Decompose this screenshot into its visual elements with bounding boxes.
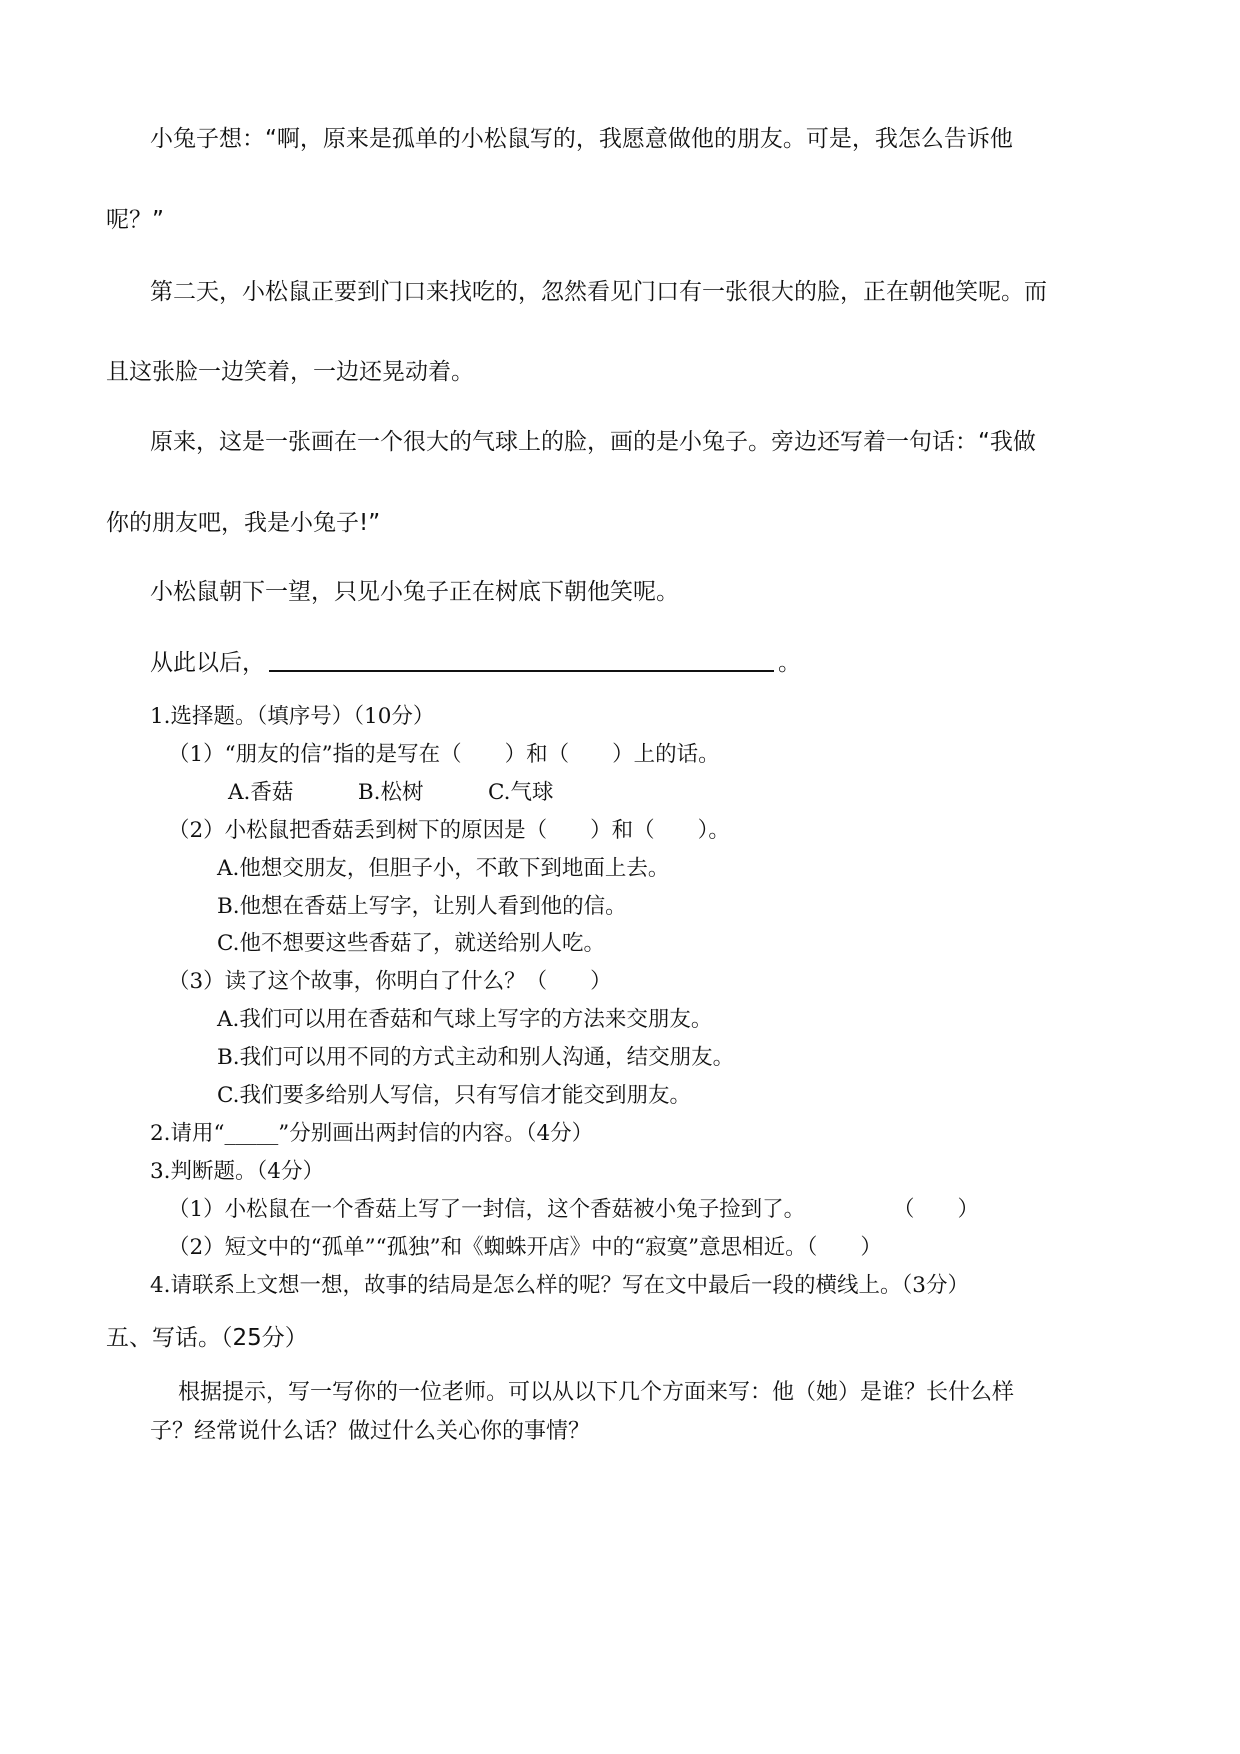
question-1-3-option-b: B.我们可以用不同的方式主动和别人沟通，结交朋友。 (217, 1045, 735, 1070)
story-paragraph-2-line-1: 第二天，小松鼠正要到门口来找吃的，忽然看见门口有一张很大的脸，正在朝他笑呢。而 (150, 279, 1047, 305)
question-1-2: （2）小松鼠把香菇丢到树下的原因是（ ）和（ ）。 (168, 818, 730, 843)
story-paragraph-3-line-1: 原来，这是一张画在一个很大的气球上的脸，画的是小兔子。旁边还写着一句话：“我做 (150, 429, 1036, 455)
story-ending-suffix: 。 (778, 650, 801, 676)
question-1-2-option-a: A.他想交朋友，但胆子小，不敢下到地面上去。 (217, 856, 670, 881)
question-3-1: （1）小松鼠在一个香菇上写了一封信，这个香菇被小兔子捡到了。 (168, 1197, 806, 1222)
question-4: 4.请联系上文想一想，故事的结局是怎么样的呢？写在文中最后一段的横线上。（3分） (150, 1273, 969, 1298)
section-5-prompt-line-2: 子？经常说什么话？做过什么关心你的事情？ (150, 1419, 591, 1444)
question-3-2: （2）短文中的“孤单”“孤独”和《蜘蛛开店》中的“寂寞”意思相近。（ ） (168, 1235, 882, 1260)
question-1-1-options: A.香菇 B.松树 C.气球 (228, 780, 554, 805)
question-1-2-option-b: B.他想在香菇上写字，让别人看到他的信。 (217, 894, 627, 919)
story-ending-line (150, 650, 801, 678)
question-1-1: （1）“朋友的信”指的是写在（ ）和（ ）上的话。 (168, 742, 720, 767)
story-paragraph-2-line-2: 且这张脸一边笑着，一边还晃动着。 (106, 359, 474, 385)
section-5-heading: 五、写话。（25分） (106, 1325, 308, 1351)
question-1-3-option-c: C.我们要多给别人写信，只有写信才能交到朋友。 (217, 1083, 692, 1108)
story-paragraph-1-line-2: 呢？” (106, 207, 164, 233)
story-paragraph-1-line-1: 小兔子想：“啊，原来是孤单的小松鼠写的，我愿意做他的朋友。可是，我怎么告诉他 (150, 126, 1013, 152)
story-ending-blank[interactable] (269, 669, 774, 672)
question-3-title: 3.判断题。（4分） (150, 1159, 324, 1184)
question-3-1-answer-paren: （ ） (893, 1197, 980, 1222)
story-paragraph-3-line-2: 你的朋友吧，我是小兔子!” (106, 510, 381, 536)
story-ending-prefix: 从此以后， (150, 650, 265, 676)
question-1-3-option-a: A.我们可以用在香菇和气球上写字的方法来交朋友。 (217, 1007, 713, 1032)
question-2: 2.请用“_____”分别画出两封信的内容。（4分） (150, 1121, 594, 1146)
question-1-title: 1.选择题。（填序号）（10分） (150, 704, 435, 729)
question-1-3: （3）读了这个故事，你明白了什么？（ ） (168, 969, 612, 994)
question-1-2-option-c: C.他不想要这些香菇了，就送给别人吃。 (217, 931, 606, 956)
section-5-prompt-line-1: 根据提示，写一写你的一位老师。可以从以下几个方面来写：他（她）是谁？长什么样 (178, 1380, 1015, 1405)
story-paragraph-4: 小松鼠朝下一望，只见小兔子正在树底下朝他笑呢。 (150, 579, 679, 605)
